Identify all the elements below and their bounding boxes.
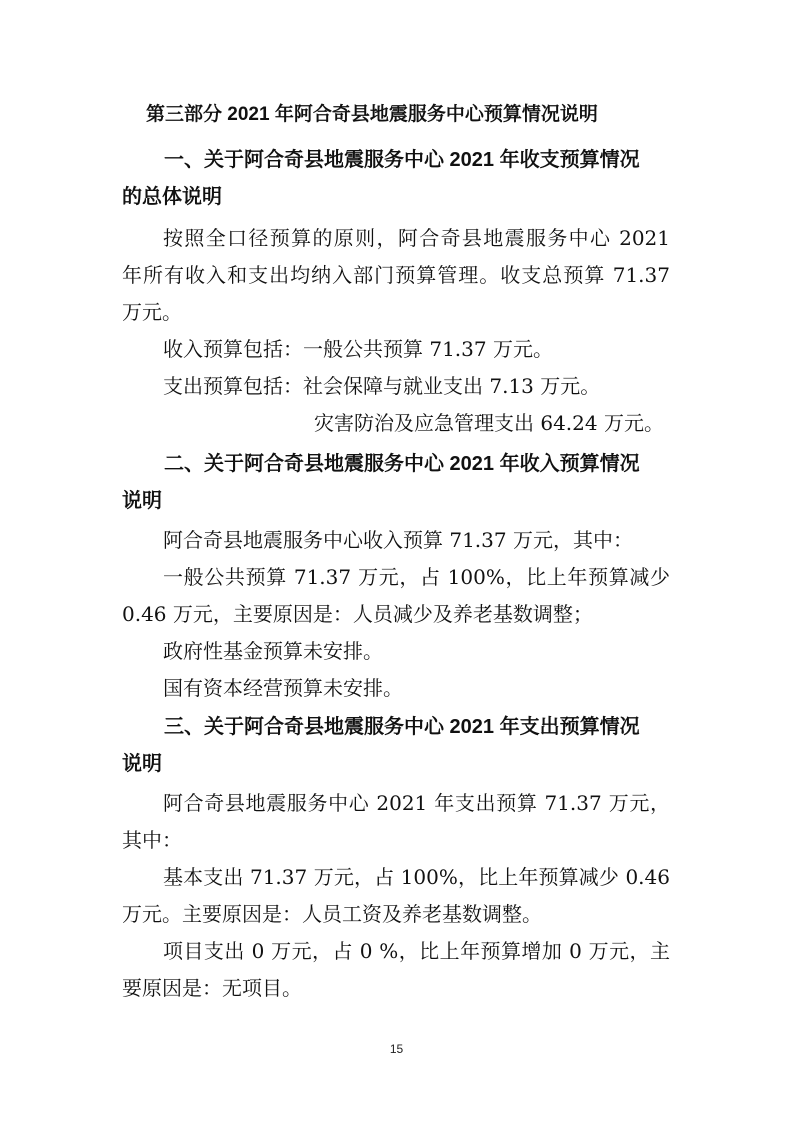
section-2-paragraph-line-2: 一般公共预算 71.37 万元，占 100%，比上年预算减少 [163, 565, 670, 589]
section-3-paragraph-line-6: 要原因是：无项目。 [122, 976, 302, 1000]
section-2-paragraph-line-1: 阿合奇县地震服务中心收入预算 71.37 万元，其中： [163, 528, 633, 552]
section-1-paragraph-line-1: 按照全口径预算的原则，阿合奇县地震服务中心 2021 [163, 226, 670, 250]
section-3-paragraph-line-1: 阿合奇县地震服务中心 2021 年支出预算 71.37 万元， [163, 791, 670, 815]
section-2-heading-line-2: 说明 [122, 490, 162, 512]
section-3-paragraph-line-2: 其中： [122, 828, 182, 852]
section-1-heading-line-2: 的总体说明 [122, 186, 222, 208]
section-1-expenditure-detail: 灾害防治及应急管理支出 64.24 万元。 [314, 411, 664, 435]
page-title: 第三部分 2021 年阿合奇县地震服务中心预算情况说明 [146, 104, 598, 125]
section-3-paragraph-line-5: 项目支出 0 万元，占 0 %，比上年预算增加 0 万元，主 [163, 939, 670, 963]
section-3-heading-line-1: 三、关于阿合奇县地震服务中心 2021 年支出预算情况 [164, 716, 640, 738]
section-2-paragraph-line-5: 国有资本经营预算未安排。 [163, 676, 403, 700]
page-number: 15 [389, 1042, 404, 1056]
section-2-paragraph-line-3: 0.46 万元，主要原因是：人员减少及养老基数调整； [122, 602, 593, 626]
section-3-heading-line-2: 说明 [122, 753, 162, 775]
section-2-heading-line-1: 二、关于阿合奇县地震服务中心 2021 年收入预算情况 [164, 453, 640, 475]
section-3-paragraph-line-3: 基本支出 71.37 万元，占 100%，比上年预算减少 0.46 [163, 865, 670, 889]
section-3-paragraph-line-4: 万元。主要原因是：人员工资及养老基数调整。 [122, 902, 542, 926]
section-1-paragraph-line-2: 年所有收入和支出均纳入部门预算管理。收支总预算 71.37 [122, 263, 670, 287]
section-1-paragraph-line-3: 万元。 [122, 300, 182, 324]
section-1-expenditure-summary: 支出预算包括：社会保障与就业支出 7.13 万元。 [163, 374, 601, 398]
section-2-paragraph-line-4: 政府性基金预算未安排。 [163, 639, 383, 663]
section-1-income-summary: 收入预算包括：一般公共预算 71.37 万元。 [163, 337, 553, 361]
section-1-heading-line-1: 一、关于阿合奇县地震服务中心 2021 年收支预算情况 [164, 149, 640, 171]
